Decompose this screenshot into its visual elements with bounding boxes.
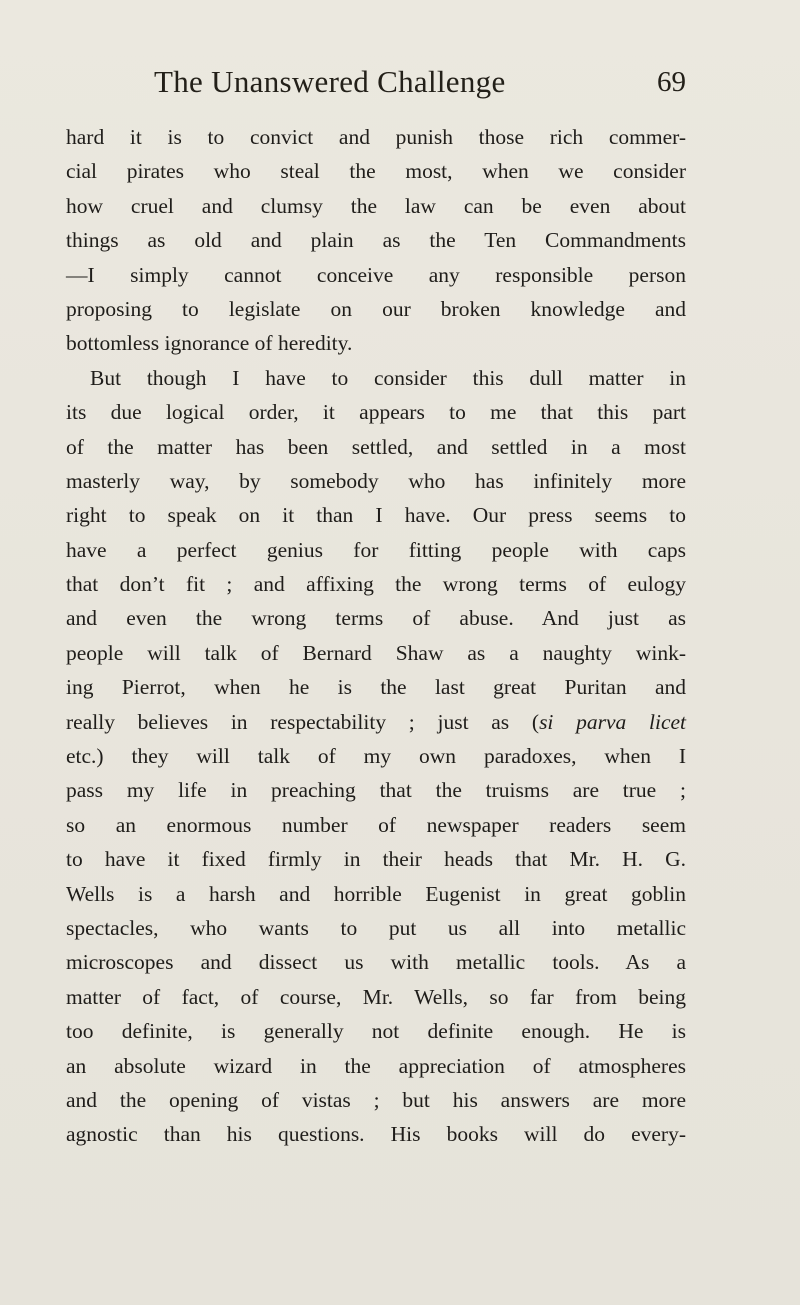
- text-line: etc.) they will talk of my own paradoxes, when I: [66, 744, 686, 769]
- running-title: The Unanswered Challenge: [154, 64, 506, 99]
- text-line: how cruel and clumsy the law can be even about: [66, 193, 686, 218]
- text-line: matter of fact, of course, Mr. Wells, so far from being: [66, 984, 686, 1009]
- italic-phrase: si parva licet: [539, 709, 687, 734]
- text-line: too definite, is generally not definite enough. He is: [66, 1019, 686, 1044]
- text-line: spectacles, who wants to put us all into metallic: [66, 915, 686, 940]
- text-line: people will talk of Bernard Shaw as a naughty wink-: [66, 640, 686, 665]
- page-number: 69: [657, 66, 686, 98]
- text-line: hard it is to convict and punish those rich commer-: [66, 125, 686, 149]
- text-segment: really believes in respectability ; just as (: [66, 709, 540, 734]
- text-line: that don’t fit ; and affixing the wrong terms of eulogy: [66, 572, 686, 597]
- text-line: —I simply cannot conceive any responsible person: [66, 262, 686, 287]
- text-line: and even the wrong terms of abuse. And just as: [66, 606, 686, 631]
- text-line-italic: [66, 705, 686, 739]
- text-line: right to speak on it than I have. Our press seems to: [66, 503, 686, 528]
- text-line: agnostic than his questions. His books will do every-: [66, 1122, 686, 1147]
- text-line: and the opening of vistas ; but his answers are more: [66, 1087, 686, 1112]
- text-line: masterly way, by somebody who has infinitely more: [66, 468, 686, 493]
- text-line: proposing to legislate on our broken knowledge and: [66, 296, 686, 321]
- text-line: an absolute wizard in the appreciation of atmospheres: [66, 1053, 686, 1078]
- text-line: bottomless ignorance of heredity.: [66, 331, 353, 356]
- text-line: microscopes and dissect us with metallic tools. As a: [66, 950, 686, 975]
- text-line: ing Pierrot, when he is the last great Puritan and: [66, 675, 686, 700]
- text-line: have a perfect genius for fitting people with caps: [66, 537, 686, 562]
- text-line: so an enormous number of newspaper readers seem: [66, 812, 686, 837]
- text-line: cial pirates who steal the most, when we consider: [66, 159, 686, 184]
- text-line: to have it fixed firmly in their heads that Mr. H. G.: [66, 847, 686, 872]
- text-line: Wells is a harsh and horrible Eugenist in great goblin: [66, 881, 686, 906]
- text-line: its due logical order, it appears to me that this part: [66, 400, 686, 425]
- page-header: [66, 64, 686, 112]
- text-line: things as old and plain as the Ten Commandments: [66, 228, 686, 253]
- text-line: But though I have to consider this dull matter in: [90, 365, 686, 390]
- text-line: pass my life in preaching that the truisms are true ;: [66, 778, 686, 803]
- text-line: of the matter has been settled, and settled in a most: [66, 434, 686, 459]
- body-text: [66, 120, 686, 1152]
